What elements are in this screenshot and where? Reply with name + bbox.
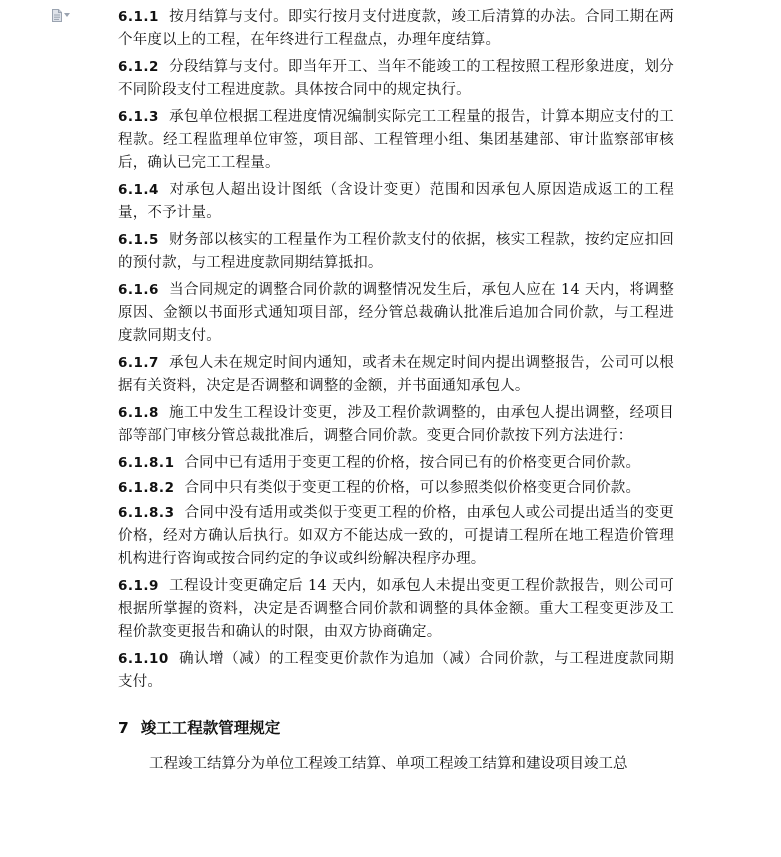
clause-number: 6.1.5 bbox=[118, 232, 159, 248]
document-menu[interactable] bbox=[52, 7, 82, 23]
clause-number: 6.1.8.2 bbox=[118, 480, 175, 496]
clause-6-1-8-2 bbox=[118, 477, 674, 500]
clause-6-1-1 bbox=[118, 6, 674, 52]
section-body-paragraph: 工程竣工结算分为单位工程竣工结算、单项工程竣工结算和建设项目竣工总 bbox=[149, 756, 628, 772]
clause-6-1-7 bbox=[118, 352, 674, 398]
clause-text: 确认增（减）的工程变更价款作为追加（减）合同价款，与工程进度款同期支付。 bbox=[118, 651, 674, 690]
clause-text: 合同中已有适用于变更工程的价格，按合同已有的价格变更合同价款。 bbox=[184, 455, 641, 471]
clause-number: 6.1.8.3 bbox=[118, 505, 175, 521]
clause-number: 6.1.7 bbox=[118, 355, 159, 371]
clause-number: 6.1.2 bbox=[118, 59, 159, 75]
clause-6-1-4 bbox=[118, 179, 674, 225]
clause-number: 6.1.8 bbox=[118, 405, 159, 421]
clause-6-1-5 bbox=[118, 229, 674, 275]
clause-6-1-10 bbox=[118, 648, 674, 694]
clause-number: 6.1.3 bbox=[118, 109, 159, 125]
section-number: 7 bbox=[118, 719, 129, 737]
clause-number: 6.1.4 bbox=[118, 182, 159, 198]
clause-number: 6.1.1 bbox=[118, 9, 159, 25]
clause-text: 财务部以核实的工程量作为工程价款支付的依据，核实工程款，按约定应扣回的预付款，与工程进度款同期结算抵扣。 bbox=[118, 232, 674, 271]
clause-number: 6.1.9 bbox=[118, 578, 159, 594]
clause-number: 6.1.6 bbox=[118, 282, 159, 298]
clause-text: 按月结算与支付。即实行按月支付进度款，竣工后清算的办法。合同工期在两个年度以上的工程，在年终进行工程盘点，办理年度结算。 bbox=[118, 9, 674, 48]
clause-6-1-8 bbox=[118, 402, 674, 448]
clause-6-1-8-3 bbox=[118, 502, 674, 571]
clause-text: 合同中只有类似于变更工程的价格，可以参照类似价格变更合同价款。 bbox=[184, 480, 641, 496]
clause-text: 施工中发生工程设计变更，涉及工程价款调整的，由承包人提出调整，经项目部等部门审核分管总裁批准后，调整合同价款。变更合同价款按下列方法进行： bbox=[118, 405, 674, 444]
document-body bbox=[118, 6, 674, 776]
clause-6-1-6 bbox=[118, 279, 674, 348]
document-icon bbox=[52, 9, 62, 22]
clause-6-1-8-1 bbox=[118, 452, 674, 475]
clause-text: 合同中没有适用或类似于变更工程的价格，由承包人或公司提出适当的变更价格，经对方确认后执行。如双方不能达成一致的，可提请工程所在地工程造价管理机构进行咨询或按合同约定的争议或纠纷解决程序办理。 bbox=[118, 505, 674, 567]
clause-text: 承包人未在规定时间内通知，或者未在规定时间内提出调整报告，公司可以根据有关资料，决定是否调整和调整的金额，并书面通知承包人。 bbox=[118, 355, 674, 394]
clause-text: 当合同规定的调整合同价款的调整情况发生后，承包人应在 14 天内，将调整原因、金额以书面形式通知项目部，经分管总裁确认批准后追加合同价款，与工程进度款同期支付。 bbox=[118, 282, 674, 344]
clause-text: 工程设计变更确定后 14 天内，如承包人未提出变更工程价款报告，则公司可根据所掌握的资料，决定是否调整合同价款和调整的具体金额。重大工程变更涉及工程价款变更报告和确认的时限，由双方协商确定。 bbox=[118, 578, 674, 640]
section-heading bbox=[118, 716, 674, 740]
clause-number: 6.1.8.1 bbox=[118, 455, 175, 471]
clause-6-1-3 bbox=[118, 106, 674, 175]
clause-text: 分段结算与支付。即当年开工、当年不能竣工的工程按照工程形象进度，划分不同阶段支付工程进度款。具体按合同中的规定执行。 bbox=[118, 59, 674, 98]
clause-text: 对承包人超出设计图纸（含设计变更）范围和因承包人原因造成返工的工程量，不予计量。 bbox=[118, 182, 674, 221]
caret-down-icon bbox=[64, 13, 70, 17]
clause-6-1-9 bbox=[118, 575, 674, 644]
clause-number: 6.1.10 bbox=[118, 651, 169, 667]
clause-text: 承包单位根据工程进度情况编制实际完工工程量的报告，计算本期应支付的工程款。经工程监理单位审签，项目部、工程管理小组、集团基建部、审计监察部审核后，确认已完工工程量。 bbox=[118, 109, 674, 171]
clause-6-1-2 bbox=[118, 56, 674, 102]
section-title: 竣工工程款管理规定 bbox=[140, 718, 281, 737]
